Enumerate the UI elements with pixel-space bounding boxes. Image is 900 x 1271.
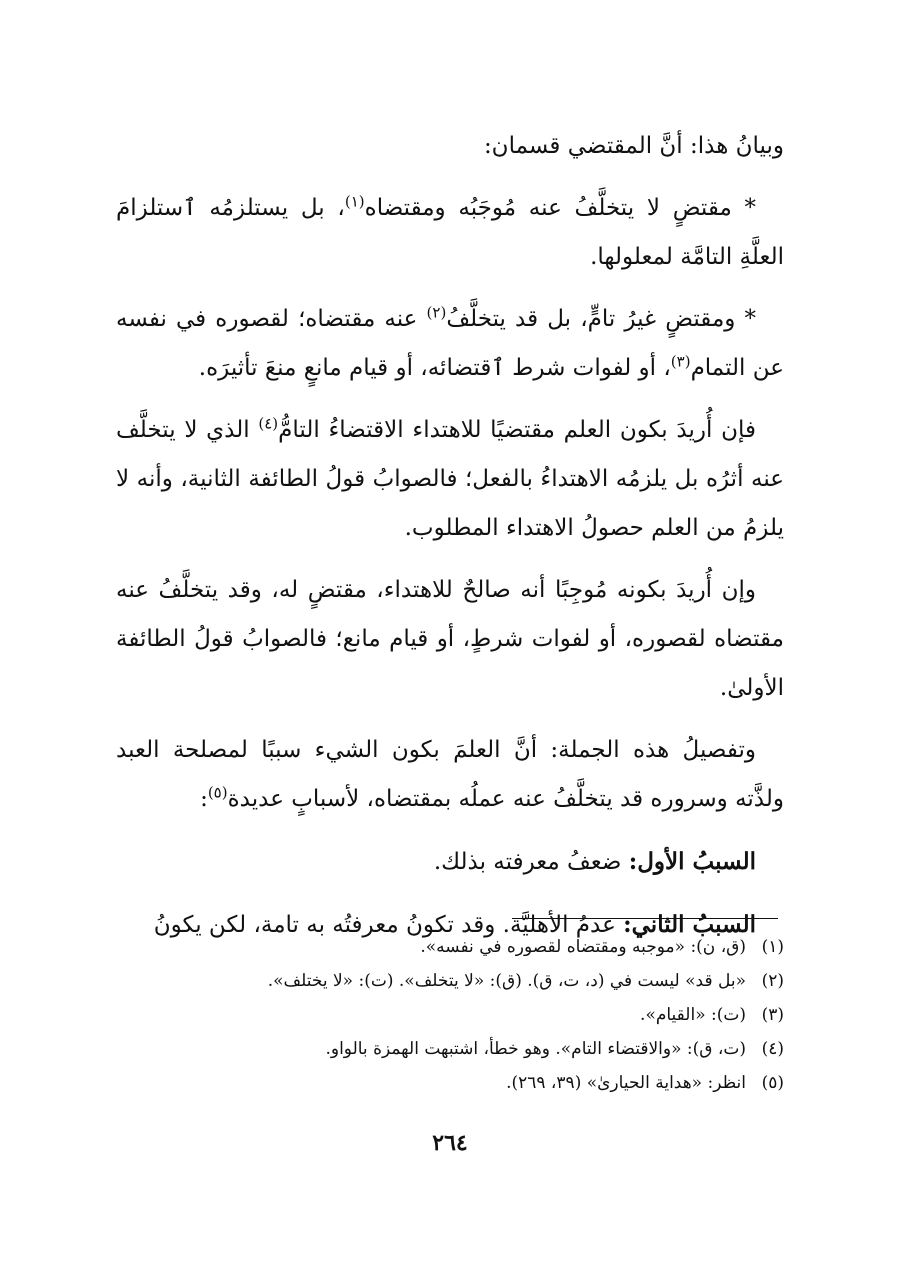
paragraph-2: [116, 184, 784, 282]
footnote-ref-4: (٤): [258, 414, 279, 433]
paragraph-text: وبيانُ هذا: أنَّ المقتضي قسمان:: [483, 133, 784, 159]
footnote-number: (٤): [761, 1039, 784, 1059]
footnote-2: [116, 964, 784, 998]
footnote-5: [116, 1066, 784, 1100]
footnote-number: (٥): [761, 1073, 784, 1093]
footnote-text: (ت، ق): «والاقتضاء التام». وهو خطأ، اشتبهت الهمزة بالواو.: [325, 1039, 746, 1059]
footnote-text: «بل قد» ليست في (د، ت، ق). (ق): «لا يتخلف». (ت): «لا يختلف».: [267, 971, 746, 991]
reason-label-2: السببُ الثاني:: [623, 911, 756, 938]
footnote-text: انظر: «هداية الحيارىٰ» (٣٩، ٢٦٩).: [506, 1073, 746, 1093]
footnotes: [116, 930, 784, 1100]
footnote-number: (٣): [761, 1005, 784, 1025]
footnote-ref-2: (٢): [426, 303, 447, 322]
paragraph-text: وإن أُريدَ بكونه مُوجِبًا أنه صالحٌ للاهتداء، مقتضٍ له، وقد يتخلَّفُ عنه مقتضاه لقصوره، أو لفوات شرطٍ، أو قيام مانع؛ فالصوابُ قولُ الطائفة الأولىٰ.: [116, 577, 784, 701]
footnote-4: [116, 1032, 784, 1066]
paragraph-text: وتفصيلُ هذه الجملة: أنَّ العلمَ بكون الشيء سببًا لمصلحة العبد ولذَّته وسروره قد يتخلَّفُ عنه عملُه بمقتضاه، لأسبابٍ عديدة: [116, 737, 784, 812]
footnote-number: (٢): [761, 971, 784, 991]
paragraph-text: ضعفُ معرفته بذلك.: [433, 849, 629, 875]
footnote-ref-3: (٣): [670, 352, 691, 371]
paragraph-7: [116, 837, 784, 887]
paragraph-6: [116, 726, 784, 824]
footnote-number: (١): [761, 937, 784, 957]
footnote-text: (ت): «القيام».: [640, 1005, 746, 1025]
paragraph-text: عنه مقتضاه؛ لقصوره في نفسه عن التمام: [116, 306, 784, 381]
footnote-3: [116, 998, 784, 1032]
footnote-ref-1: (١): [344, 192, 365, 211]
paragraph-text: * مقتضٍ لا يتخلَّفُ عنه مُوجَبُه ومقتضاه: [364, 195, 757, 221]
reason-label-1: السببُ الأول:: [628, 848, 756, 875]
page-number: ٢٦٤: [432, 1130, 468, 1156]
paragraph-text: * ومقتضٍ غيرُ تامٍّ، بل قد يتخلَّفُ: [446, 306, 756, 332]
footnote-1: [116, 930, 784, 964]
footnote-text: (ق، ن): «موجبه ومقتضاه لقصوره في نفسه».: [420, 937, 746, 957]
paragraph-1: [116, 122, 784, 171]
paragraph-text: :: [200, 786, 208, 812]
paragraph-text: الذي لا يتخلَّف عنه أثرُه بل يلزمُه الاهتداءُ بالفعل؛ فالصوابُ قولُ الطائفة الثانية، وأنه لا يلزمُ من العلم حصولُ الاهتداء المطلوب.: [116, 417, 784, 541]
paragraph-3: [116, 295, 784, 393]
paragraph-5: [116, 566, 784, 713]
paragraph-text: فإن أُريدَ بكون العلم مقتضيًا للاهتداء الاقتضاءُ التامُّ: [278, 417, 756, 443]
paragraph-4: [116, 406, 784, 553]
paragraph-text: ، أو لفوات شرط ٱقتضائه، أو قيام مانعٍ منعَ تأثيرَه.: [198, 355, 671, 381]
footnote-separator: [512, 918, 778, 919]
paragraph-text: عدمُ الأهليَّة. وقد تكونُ معرفتُه به تامة، لكن يكونُ: [153, 912, 624, 938]
footnote-ref-5: (٥): [207, 783, 228, 802]
paragraph-text: ، بل يستلزمُه ٱستلزامَ العلَّةِ التامَّة لمعلولها.: [116, 195, 784, 270]
main-text: [116, 122, 784, 963]
